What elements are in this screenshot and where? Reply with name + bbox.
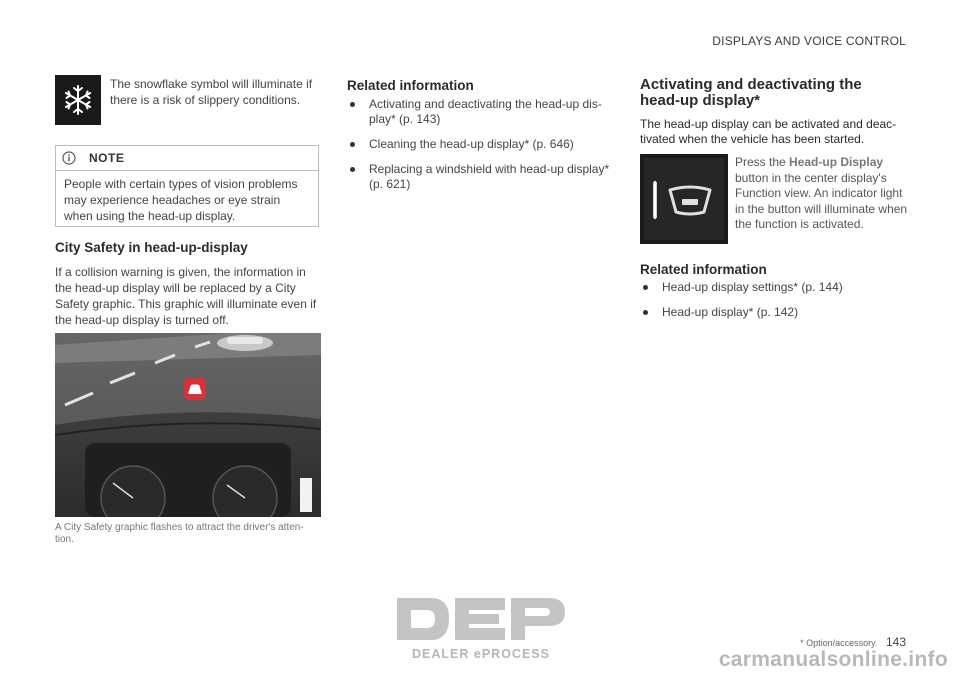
snowflake-icon [55,75,101,125]
activating-heading [640,77,920,109]
snowflake-description: The snowflake symbol will illuminate if there is a risk of slippery conditions. [110,77,313,107]
city-safety-paragraph: If a collision warning is given, the information in the head-up display will be replaced by a City Safety graphic. This graphic will illuminate even if the head-up display is turned off. [55,265,317,327]
related-information-heading: Related information [347,78,474,93]
related-link-cleaning[interactable]: Cleaning the head-up display* (p. 646) [347,137,617,152]
image-caption: A City Safety graphic flashes to attract the driver's atten-tion. [55,522,304,545]
press-suffix: button in the center display's Function view. An indicator light in the button will illuminate when the function is activated. [735,170,908,231]
head-up-display-button-image [640,154,728,244]
option-accessory-note: * Option/accessory. [800,638,878,648]
activating-heading-line2: head-up display* [640,92,761,109]
section-header: DISPLAYS AND VOICE CONTROL [712,34,906,48]
press-prefix: Press the [735,155,790,169]
activating-intro: The head-up display can be activated and deac-tivated when the vehicle has been started. [640,117,897,146]
related-links-list [347,97,617,202]
info-icon [62,151,76,165]
note-box [55,145,319,227]
related-link-head-up-display[interactable]: Head-up display* (p. 142) [640,305,920,320]
dealer-eprocess-logo [395,596,567,662]
note-body: People with certain types of vision problems may experience headaches or eye strain when using the head-up display. [64,177,298,223]
related-links-list-2 [640,280,920,330]
city-safety-heading: City Safety in head-up-display [55,240,248,255]
watermark: carmanualsonline.info [718,648,948,671]
related-link-activating[interactable]: Activating and deactivating the head-up dis-play* (p. 143) [347,97,617,127]
related-link-windshield[interactable]: Replacing a windshield with head-up display* (p. 621) [347,162,617,192]
activating-heading-line1: Activating and deactivating the [640,76,862,93]
note-header [56,146,318,171]
note-title: NOTE [89,151,125,165]
press-instruction [735,155,915,233]
head-up-display-button-label: Head-up Display [789,155,884,169]
page-number: 143 [885,635,906,649]
related-link-settings[interactable]: Head-up display settings* (p. 144) [640,280,920,295]
logo-text: DEALER ePROCESS [412,647,550,661]
related-information-heading-2: Related information [640,262,767,277]
city-safety-dashboard-image [55,333,321,517]
